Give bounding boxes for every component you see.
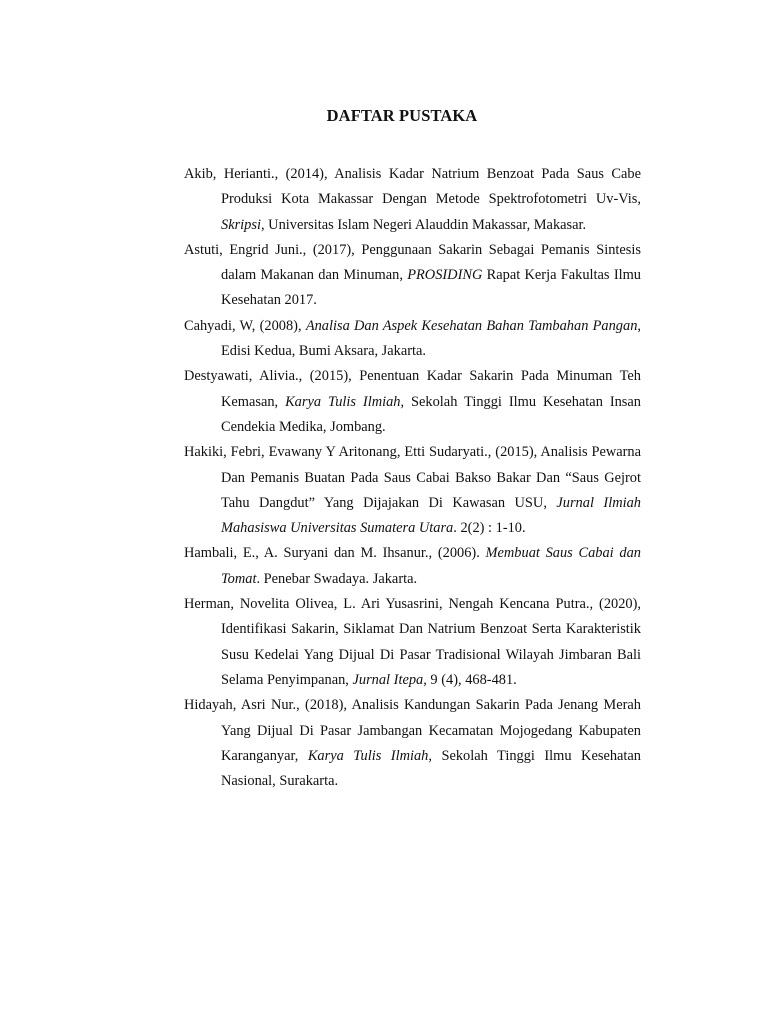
reference-italic: Analisa Dan Aspek Kesehatan Bahan Tambahan Pangan [305, 317, 638, 334]
reference-text: Rapat Kerja Fakultas Ilmu Kesehatan 2017. [221, 267, 641, 309]
reference-italic: PROSIDING [407, 267, 483, 284]
reference-text: Hidayah, Asri Nur., (2018), Analisis Kandungan Sakarin Pada Jenang Merah Yang Dijual Di Pasar Jambangan Kecamatan Mojogedang Kabupaten Karanganyar, [184, 697, 641, 764]
reference-entry [184, 364, 641, 440]
reference-entry [184, 238, 641, 314]
reference-text: Destyawati, Alivia., (2015), Penentuan Kadar Sakarin Pada Minuman Teh Kemasan, [184, 368, 641, 410]
reference-text: Hambali, E., A. Suryani dan M. Ihsanur., (2006). [184, 545, 486, 562]
reference-entry [184, 592, 641, 693]
reference-text: Sekolah Tinggi Ilmu Kesehatan Insan Cendekia Medika, Jombang. [221, 393, 641, 435]
reference-text: . 2(2) : 1-10. [453, 520, 526, 537]
reference-text: Astuti, Engrid Juni., (2017), Penggunaan Sakarin Sebagai Pemanis Sintesis dalam Makanan dan Minuman, [184, 241, 641, 284]
reference-entry [184, 541, 641, 592]
reference-text: Cahyadi, W, (2008), [184, 317, 306, 334]
reference-text: Akib, Herianti., (2014), Analisis Kadar Natrium Benzoat Pada Saus Cabe Produksi Kota Makassar Dengan Metode Spektrofotometri Uv-Vis, [184, 166, 641, 208]
reference-entry [184, 314, 641, 365]
reference-text: , 9 (4), 468-481. [423, 671, 517, 688]
reference-text: . Penebar Swadaya. Jakarta. [256, 570, 418, 587]
reference-entry [184, 440, 641, 541]
reference-text: Universitas Islam Negeri Alauddin Makassar, Makasar. [264, 216, 587, 233]
reference-italic: Karya Tulis Ilmiah [307, 747, 429, 764]
reference-text: Herman, Novelita Olivea, L. Ari Yusasrini, Nengah Kencana Putra., (2020), Identifikasi Sakarin, Siklamat Dan Natrium Benzoat Serta Karakteristik Susu Kedelai Yang Dijual Di Pasar Tradisional Wilayah Jimbaran Bali Selama Penyimpanan, [184, 596, 641, 688]
reference-italic: Jurnal Ilmiah Mahasiswa Universitas Sumatera Utara [221, 494, 641, 537]
reference-italic: Jurnal Itepa [352, 671, 424, 688]
reference-italic: Membuat Saus Cabai dan Tomat [221, 545, 641, 587]
reference-list [184, 162, 641, 794]
reference-italic: Karya Tulis Ilmiah, [285, 393, 405, 410]
reference-text: , Edisi Kedua, Bumi Aksara, Jakarta. [221, 317, 641, 360]
reference-entry [184, 162, 641, 238]
reference-entry [184, 693, 641, 794]
page-title: DAFTAR PUSTAKA [326, 106, 478, 125]
reference-italic: Skripsi, [221, 216, 265, 233]
reference-text: Hakiki, Febri, Evawany Y Aritonang, Etti Sudaryati., (2015), Analisis Pewarna Dan Pemanis Buatan Pada Saus Cabai Bakso Bakar Dan “Saus Gejrot Tahu Dangdut” Yang Dijajakan Di Kawasan USU, [184, 444, 641, 511]
reference-text: , Sekolah Tinggi Ilmu Kesehatan Nasional, Surakarta. [221, 747, 641, 790]
